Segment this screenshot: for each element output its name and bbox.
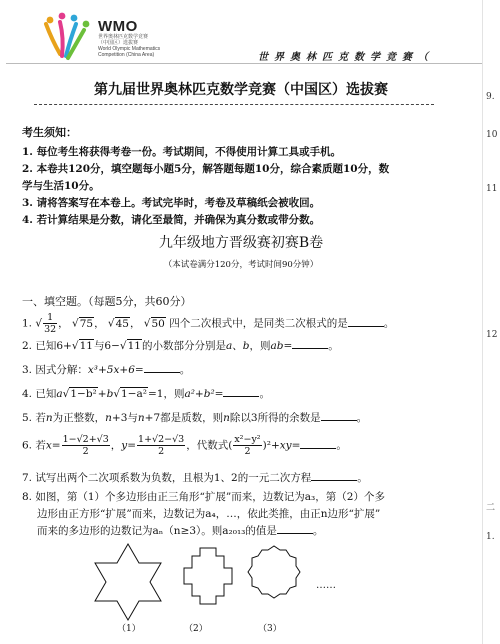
answer-blank[interactable]: [311, 470, 357, 481]
figure-3-pentagon-polygon: [248, 546, 300, 598]
notes-heading: 考生须知：: [22, 126, 77, 139]
edge-number: 11: [486, 184, 498, 194]
logo-subtitle: Competition (China Area): [98, 52, 155, 58]
edge-number: 1.: [486, 532, 495, 542]
question-7: 7. 试写出两个二次项系数为负数，且根为1、2的一元二次方程 。: [22, 472, 368, 484]
edge-number: 12: [486, 330, 498, 340]
logo-subtitle: World Olympic Mathematics: [98, 46, 161, 52]
note-item: 3. 请将答案写在本卷上。考试完毕时，考卷及草稿纸会被收回。: [22, 197, 321, 209]
question-5: 5. 若n为正整数，n+3与n+7都是质数，则n除以3所得的余数是 。: [22, 412, 368, 424]
question-1: 1. √ $\frac{1}{32}$ ， √75， √45， √50 四个二次根式中，是同类二次根式的是 。: [22, 312, 395, 335]
question-2: 2. 已知6+√11与6−√11的小数部分分别是a、b，则ab= 。: [22, 340, 339, 352]
edge-number: 10: [486, 130, 498, 140]
note-item: 2. 本卷共120分，填空题每小题5分，解答题每题10分，综合素质题10分，数: [22, 163, 390, 175]
figure-2-square-polygon: [184, 548, 232, 604]
question-8-line-2: 边形由正方形“扩展”而来，边数记为a₄，…，依此类推，由正n边形“扩展”: [37, 508, 381, 520]
figure-label-1: （1）: [117, 624, 141, 634]
logo-subtitle: 世界奥林匹克数学竞赛: [98, 34, 149, 40]
figure-label-3: （3）: [258, 624, 282, 634]
note-item: 1. 每位考生将获得考卷一份。考试期间，不得使用计算工具或手机。: [22, 146, 342, 158]
edge-number: 二: [486, 503, 496, 513]
note-item: 学与生活10分。: [22, 180, 100, 192]
answer-blank[interactable]: [144, 362, 180, 373]
dashed-divider: [34, 104, 434, 105]
answer-blank[interactable]: [321, 410, 357, 421]
edge-number: 9.: [486, 92, 495, 102]
answer-blank[interactable]: [277, 523, 313, 534]
figure-label-2: （2）: [184, 624, 208, 634]
answer-blank[interactable]: [300, 438, 336, 449]
question-8-line-1: 8. 如图，第（1）个多边形由正三角形“扩展”而来，边数记为a₃，第（2）个多: [22, 491, 385, 503]
section-heading: 一、填空题。（每题5分，共60分）: [22, 295, 192, 308]
figure-ellipsis: ……: [316, 580, 336, 591]
exam-title: 第九届世界奥林匹克数学竞赛（中国区）选拔赛: [94, 82, 388, 98]
logo-title: WMO: [98, 18, 138, 35]
next-page-edge: [482, 0, 500, 644]
running-header: 世界奥林匹克数学竞赛（: [258, 52, 434, 63]
header-rule: [6, 63, 482, 64]
logo-subtitle: （中国区）选拔赛: [98, 40, 139, 46]
note-item: 4. 若计算结果是分数，请化至最简，并确保为真分数或带分数。: [22, 214, 321, 226]
paper-subtitle: 九年级地方晋级赛初赛B卷: [158, 235, 324, 251]
question-4: 4. 已知a√1−b²+b√1−a²=1，则a²+b²= 。: [22, 388, 270, 400]
paper-subnote: （本试卷满分120分，考试时间90分钟）: [163, 260, 319, 270]
question-8-line-3: 而来的多边形的边数记为aₙ（n≥3）。则a₂₀₁₃的值是 。: [37, 525, 324, 537]
answer-blank[interactable]: [348, 316, 384, 327]
question-3: 3. 因式分解：x³+5x+6= 。: [22, 364, 191, 376]
answer-blank[interactable]: [223, 386, 259, 397]
figure-1-star-polygon: [95, 544, 161, 620]
answer-blank[interactable]: [292, 338, 328, 349]
question-6: 6. 若x= $\frac{1-√2+√3}{2}$ ，y= $\frac{1+√2-√3}{2}$ ，代数式( $\frac{\text{x²−y²}}{2}$ )²+xy= 。: [22, 434, 347, 457]
